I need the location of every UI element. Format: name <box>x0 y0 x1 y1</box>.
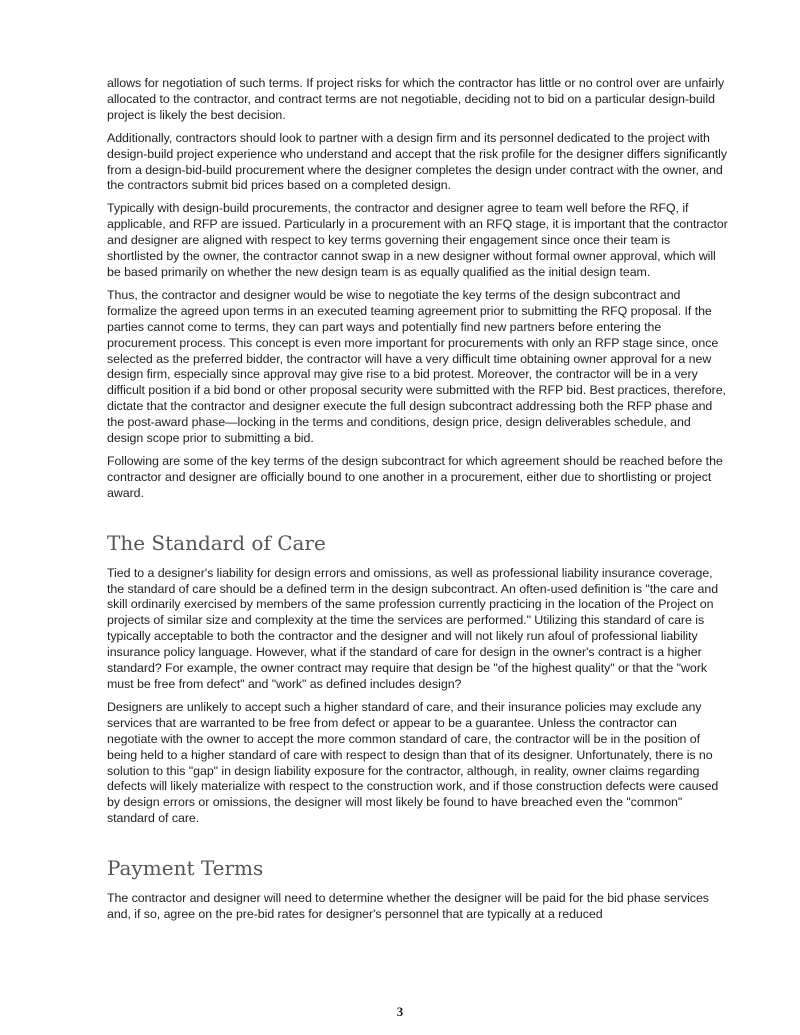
body-paragraph: Additionally, contractors should look to partner with a design firm and its personnel dedicated to the project with design-build project experience who understand and accept that the risk profile for the designer differs significantly from a design-bid-build procurement where the designer completes the design under contract with the owner, and the contractors submit bid prices based on a completed design. <box>107 130 727 193</box>
section-heading-payment-terms: Payment Terms <box>107 856 264 881</box>
body-paragraph: Tied to a designer's liability for design errors and omissions, as well as professional liability insurance coverage, the standard of care should be a defined term in the design subcontract. An often-used definition is "the care and skill ordinarily exercised by members of the same profession currently practicing in the location of the Project on projects of similar size and complexity at the time the services are performed." Utilizing this standard of care is typically acceptable to both the contractor and the designer and will not likely run afoul of professional liability insurance policy language. However, what if the standard of care for design in the owner's contract is a higher standard? For example, the owner contract may require that design be "of the highest quality" or that the "work must be free from defect" and "work" as defined includes design? <box>107 565 719 691</box>
page-number: 3 <box>396 1004 404 1019</box>
body-paragraph: Typically with design-build procurements, the contractor and designer agree to team well before the RFQ, if applicable, and RFP are issued. Particularly in a procurement with an RFQ stage, it is important that the contractor and designer are aligned with respect to key terms governing their engagement since once their team is shortlisted by the owner, the contractor cannot swap in a new designer without formal owner approval, which will be based primarily on whether the new design team is as equally qualified as the initial design team. <box>107 201 728 279</box>
body-paragraph: Thus, the contractor and designer would be wise to negotiate the key terms of the design subcontract and formalize the agreed upon terms in an executed teaming agreement prior to submitting the RFQ proposal. If the parties cannot come to terms, they can part ways and potentially find new partners before entering the procurement process. This concept is even more important for procurements with only an RFP stage since, once selected as the preferred bidder, the contractor will have a very difficult time obtaining owner approval for a new design firm, especially since approval may give rise to a bid protest. Moreover, the contractor will be in a very difficult position if a bid bond or other proposal security were submitted with the RFP bid. Best practices, therefore, dictate that the contractor and designer execute the full design subcontract addressing both the RFP phase and the post-award phase—locking in the terms and conditions, design price, design deliverables schedule, and design scope prior to submitting a bid. <box>107 287 726 446</box>
body-paragraph: Designers are unlikely to accept such a higher standard of care, and their insurance policies may exclude any services that are warranted to be free from defect or appear to be a guarantee. Unless the contractor can negotiate with the owner to accept the more common standard of care, the contractor will be in the position of being held to a higher standard of care with respect to design than that of its designer. Unfortunately, there is no solution to this "gap" in design liability exposure for the contractor, although, in reality, owner claims regarding defects will likely materialize with respect to the construction work, and if those construction defects were caused by design errors or omissions, the designer will most likely be found to have breached even the "common" standard of care. <box>107 699 719 826</box>
body-paragraph: The contractor and designer will need to determine whether the designer will be paid for the bid phase services and, if so, agree on the pre-bid rates for designer's personnel that are typically at a reduced <box>107 891 709 922</box>
body-paragraph: allows for negotiation of such terms. If project risks for which the contractor has little or no control over are unfairly allocated to the contractor, and contract terms are not negotiable, deciding not to bid on a particular design-build project is likely the best decision. <box>107 76 725 122</box>
page-content <box>107 76 728 930</box>
section-heading-standard-of-care: The Standard of Care <box>107 530 326 555</box>
body-paragraph: Following are some of the key terms of the design subcontract for which agreement should be reached before the contractor and designer are officially bound to one another in a procurement, either due to shortlisting or project award. <box>107 453 723 500</box>
